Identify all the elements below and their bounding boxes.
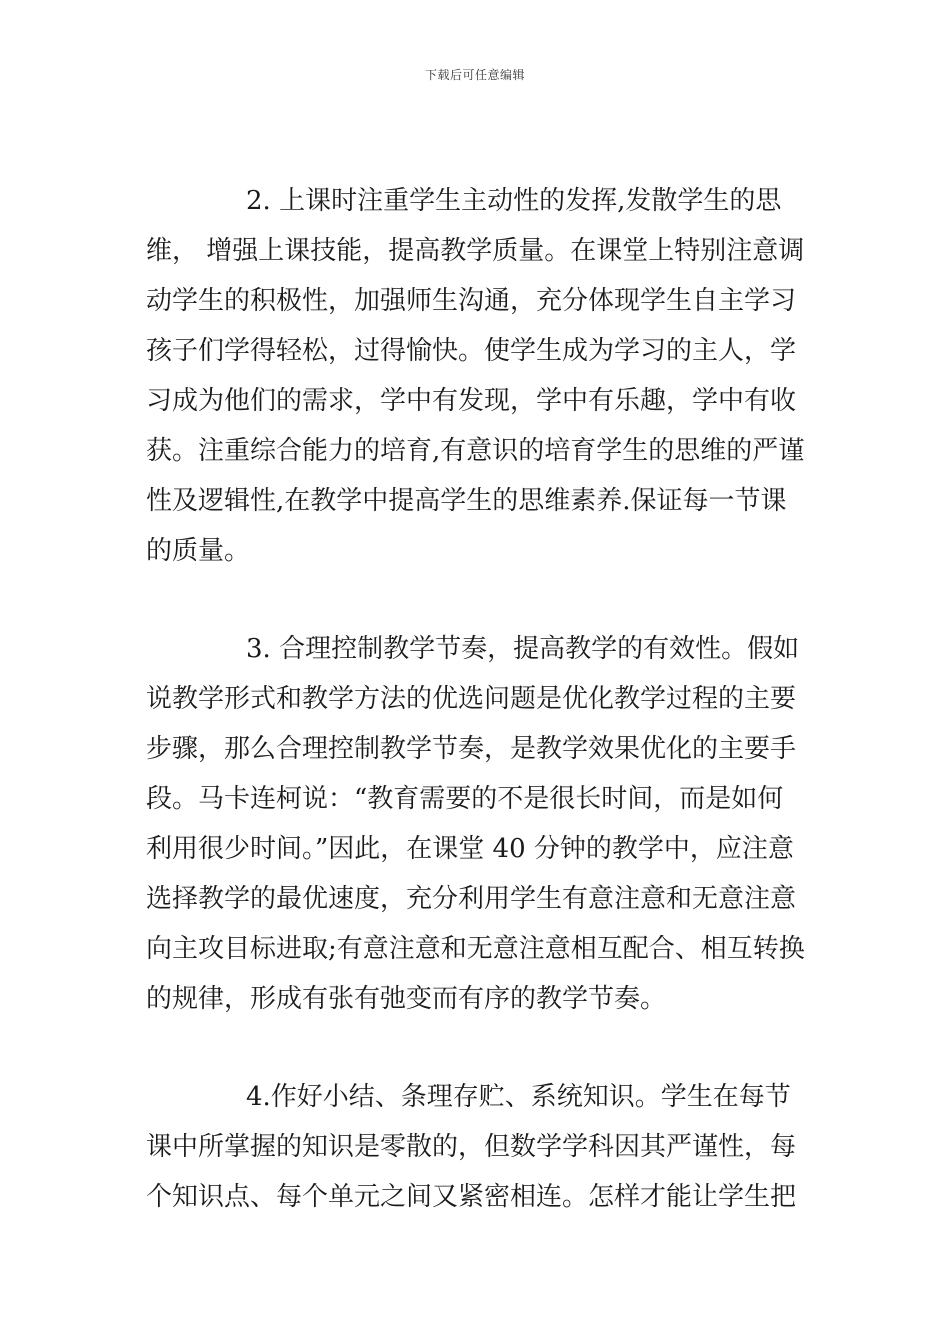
text-line: 个知识点、每个单元之间又紧密相连。怎样才能让学生把	[146, 1182, 797, 1212]
text-line: 段。马卡连柯说：“教育需要的不是很长时间，而是如何	[146, 784, 784, 814]
text-line: 2. 上课时注重学生主动性的发挥,发散学生的思	[246, 186, 782, 216]
paragraph-spacer	[146, 1024, 808, 1072]
text-line: 性及逻辑性,在教学中提高学生的思维素养.保证每一节课	[146, 486, 787, 516]
text-line: 孩子们学得轻松，过得愉快。使学生成为学习的主人，学	[146, 336, 797, 366]
text-line: 利用很少时间。”因此，在课堂 40 分钟的教学中，应注意	[146, 834, 794, 864]
document-body	[146, 176, 808, 1222]
text-line: 动学生的积极性，加强师生沟通，充分体现学生自主学习	[146, 286, 797, 316]
text-line: 选择教学的最优速度，充分利用学生有意注意和无意注意	[146, 884, 797, 914]
text-line: 课中所掌握的知识是零散的，但数学学科因其严谨性，每	[146, 1132, 797, 1162]
text-line: 4.作好小结、条理存贮、系统知识。学生在每节	[246, 1082, 791, 1112]
text-line: 的规律，形成有张有弛变而有序的教学节奏。	[146, 984, 667, 1014]
text-line: 步骤，那么合理控制教学节奏，是教学效果优化的主要手	[146, 734, 797, 764]
page-header: 下载后可任意编辑	[424, 68, 525, 82]
text-line: 获。注重综合能力的培育,有意识的培育学生的思维的严谨	[146, 436, 805, 466]
text-line: 3. 合理控制教学节奏，提高教学的有效性。假如	[246, 634, 800, 664]
text-line: 说教学形式和教学方法的优选问题是优化教学过程的主要	[146, 684, 797, 714]
text-line: 向主攻目标进取;有意注意和无意注意相互配合、相互转换	[146, 934, 805, 964]
text-line: 习成为他们的需求，学中有发现，学中有乐趣，学中有收	[146, 386, 797, 416]
text-line: 的质量。	[146, 536, 251, 566]
paragraph-3	[146, 624, 808, 1024]
text-line: 维， 增强上课技能，提高教学质量。在课堂上特别注意调	[146, 236, 805, 266]
paragraph-2	[146, 176, 808, 576]
paragraph-spacer	[146, 576, 808, 624]
paragraph-4	[146, 1072, 808, 1222]
